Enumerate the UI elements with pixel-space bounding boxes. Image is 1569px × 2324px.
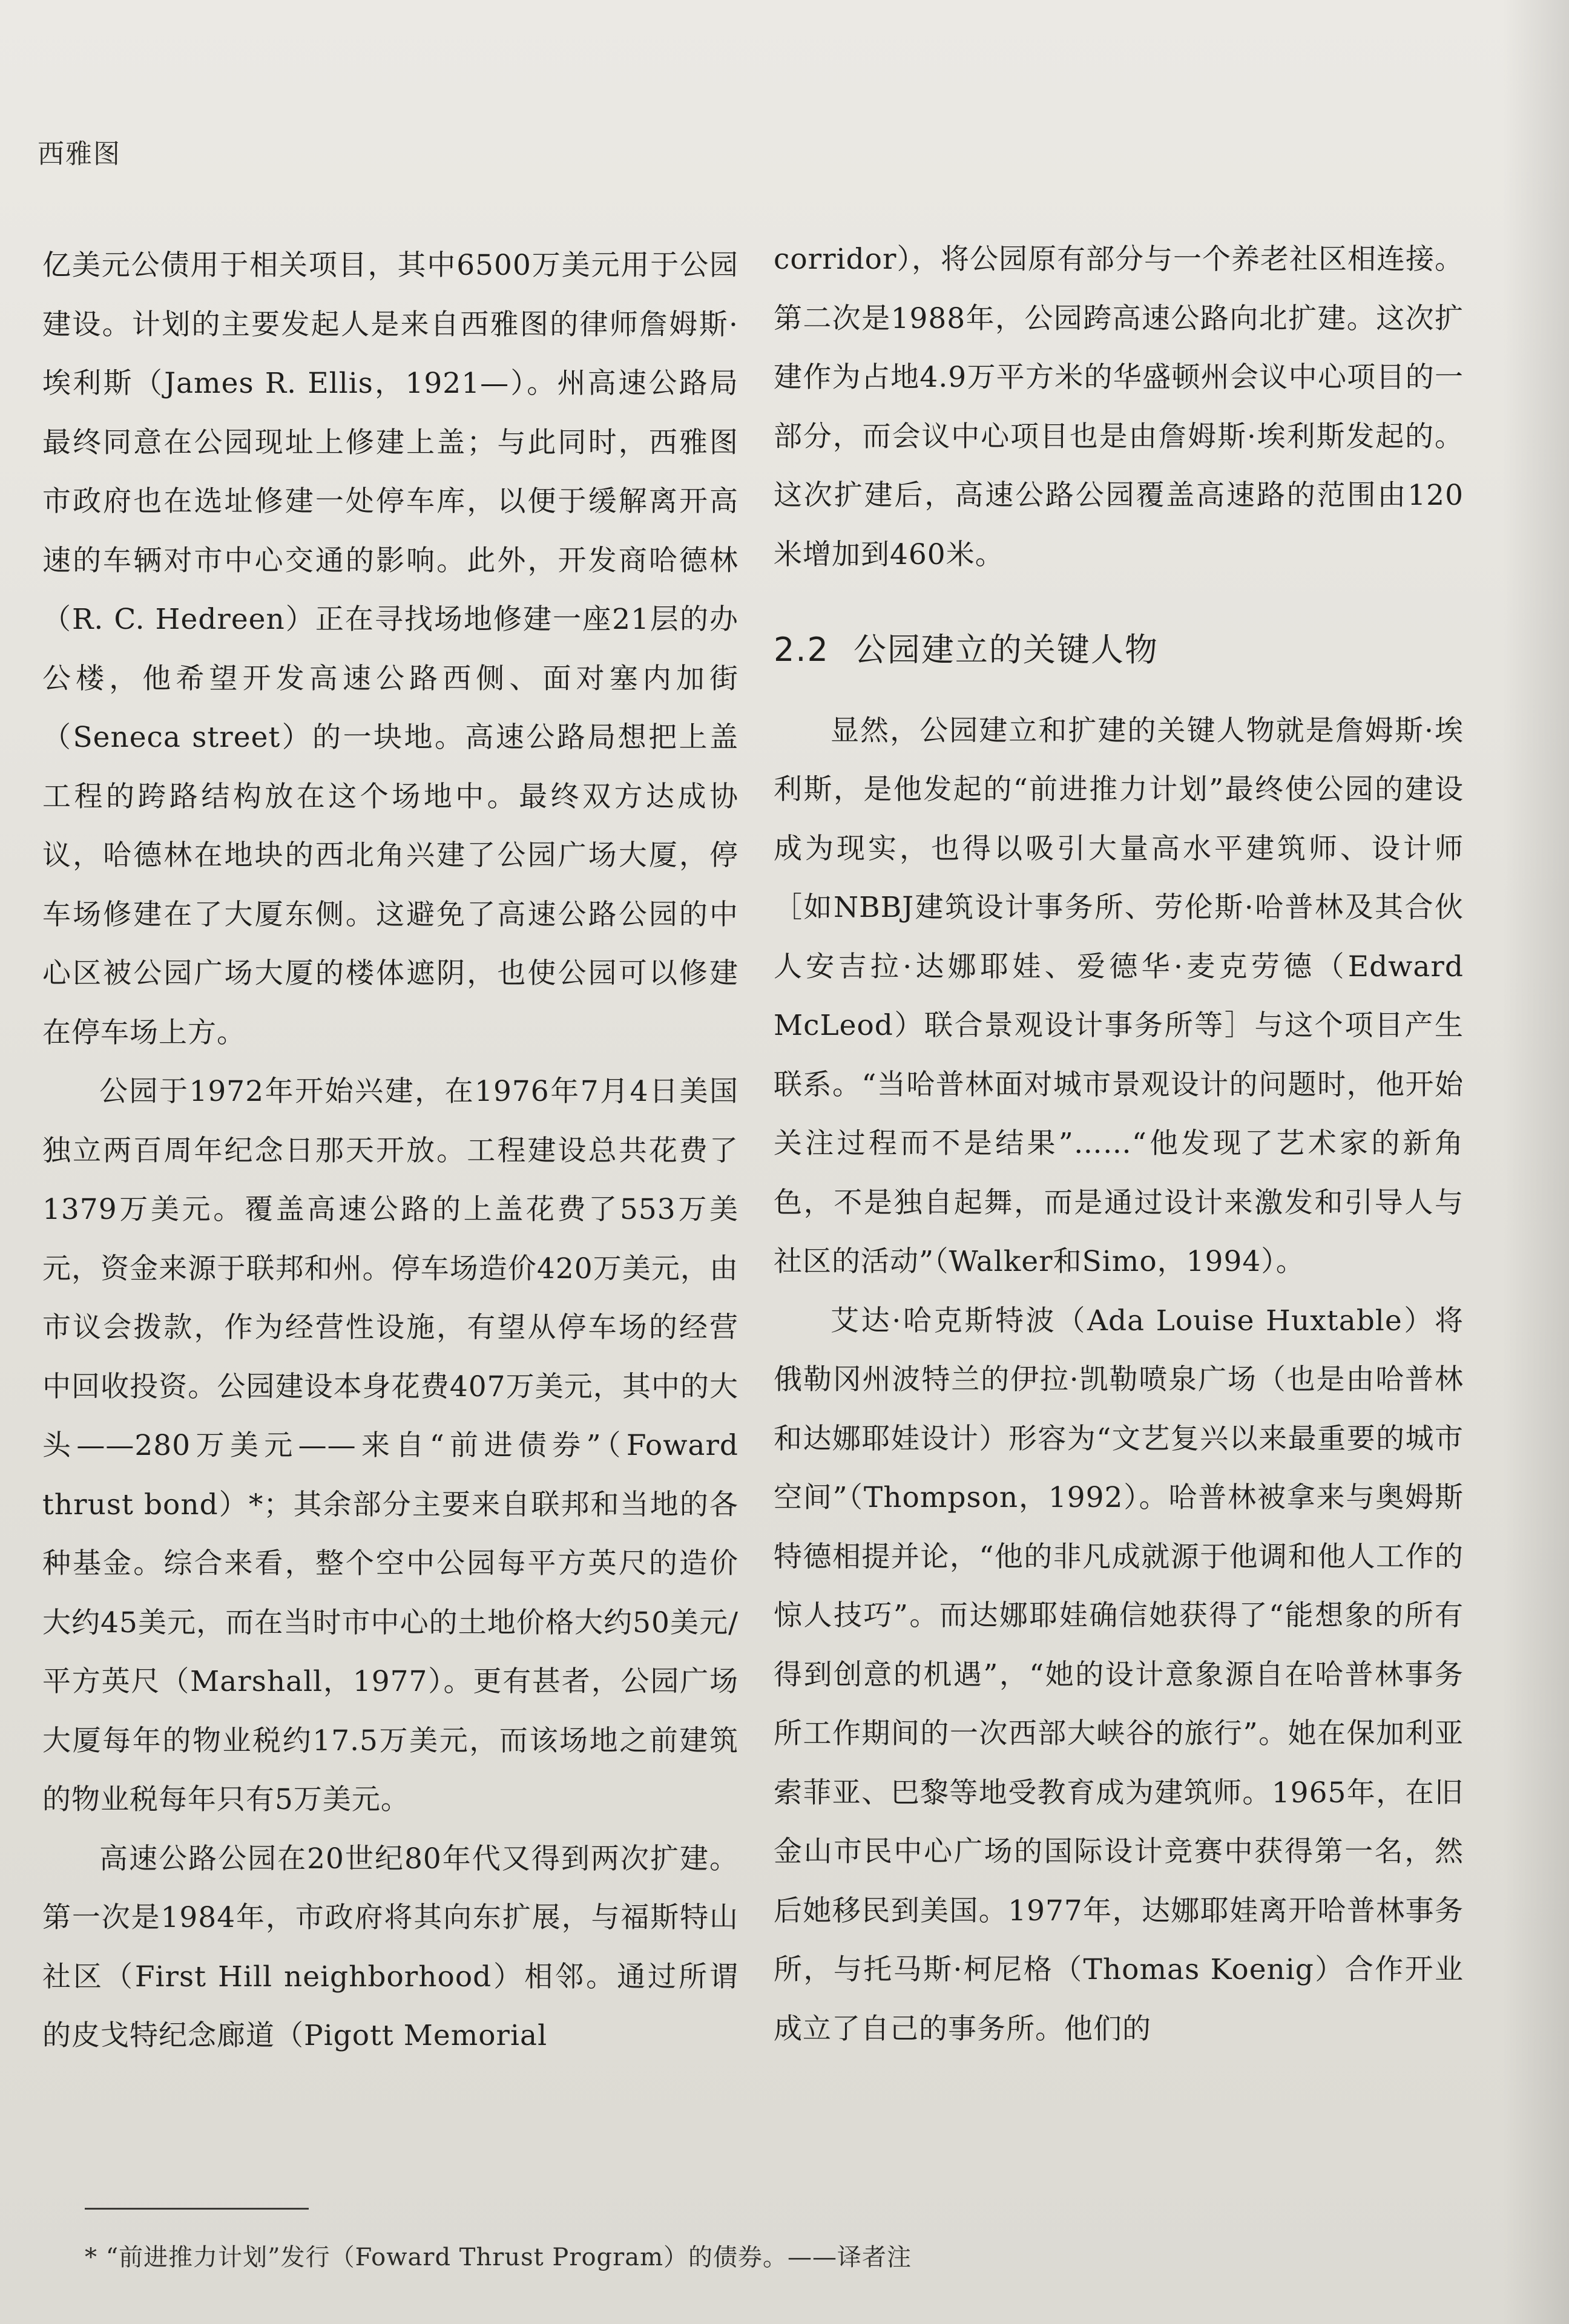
section-number: 2.2 [774, 631, 829, 669]
footnote: * “前进推力计划”发行（Foward Thrust Program）的债券。——译者注 [85, 2244, 912, 2271]
right-paragraph-1: corridor），将公园原有部分与一个养老社区相连接。第二次是1988年，公园跨高速公路向北扩建。这次扩建作为占地4.9万平方米的华盛顿州会议中心项目的一部分，而会议中心项目也是由詹姆斯·埃利斯发起的。这次扩建后，高速公路公园覆盖高速路的范围由120米增加到460米。 [774, 243, 1464, 571]
section-heading [774, 620, 1464, 680]
left-paragraph-2: 公园于1972年开始兴建，在1976年7月4日美国独立两百周年纪念日那天开放。工程建设总共花费了1379万美元。覆盖高速公路的上盖花费了553万美元，资金来源于联邦和州。停车场造价420万美元，由市议会拨款，作为经营性设施，有望从停车场的经营中回收投资。公园建设本身花费407万美元，其中的大头——280万美元——来自“前进债券”（Foward thrust bond）*；其余部分主要来自联邦和当地的各种基金。综合来看，整个空中公园每平方英尺的造价大约45美元，而在当时市中心的土地价格大约50美元/平方英尺（Marshall，1977）。更有甚者，公园广场大厦每年的物业税约17.5万美元，而该场地之前建筑的物业税每年只有5万美元。 [42, 1075, 738, 1816]
running-head: 西雅图 [38, 139, 121, 169]
section-title: 公园建立的关键人物 [853, 631, 1159, 669]
right-column [774, 230, 1464, 2058]
left-column [42, 236, 738, 2066]
left-paragraph-1: 亿美元公债用于相关项目，其中6500万美元用于公园建设。计划的主要发起人是来自西雅图的律师詹姆斯·埃利斯（James R. Ellis，1921—）。州高速公路局最终同意在公园现址上修建上盖；与此同时，西雅图市政府也在选址修建一处停车库，以便于缓解离开高速的车辆对市中心交通的影响。此外，开发商哈德林（R. C. Hedreen）正在寻找场地修建一座21层的办公楼，他希望开发高速公路西侧、面对塞内加街（Seneca street）的一块地。高速公路局想把上盖工程的跨路结构放在这个场地中。最终双方达成协议，哈德林在地块的西北角兴建了公园广场大厦，停车场修建在了大厦东侧。这避免了高速公路公园的中心区被公园广场大厦的楼体遮阴，也使公园可以修建在停车场上方。 [42, 249, 738, 1049]
right-paragraph-3: 艾达·哈克斯特波（Ada Louise Huxtable）将俄勒冈州波特兰的伊拉·凯勒喷泉广场（也是由哈普林和达娜耶娃设计）形容为“文艺复兴以来最重要的城市空间”（Thompson，1992）。哈普林被拿来与奥姆斯特德相提并论，“他的非凡成就源于他调和他人工作的惊人技巧”。而达娜耶娃确信她获得了“能想象的所有得到创意的机遇”，“她的设计意象源自在哈普林事务所工作期间的一次西部大峡谷的旅行”。她在保加利亚索菲亚、巴黎等地受教育成为建筑师。1965年，在旧金山市民中心广场的国际设计竞赛中获得第一名，然后她移民到美国。1977年，达娜耶娃离开哈普林事务所，与托马斯·柯尼格（Thomas Koenig）合作开业成立了自己的事务所。他们的 [774, 1304, 1464, 2046]
left-paragraph-3: 高速公路公园在20世纪80年代又得到两次扩建。第一次是1984年，市政府将其向东扩展，与福斯特山社区（First Hill neighborhood）相邻。通过所谓的皮戈特纪念廊道（Pigott Memorial [42, 1842, 738, 2052]
footnote-rule [85, 2208, 309, 2210]
right-paragraph-2: 显然，公园建立和扩建的关键人物就是詹姆斯·埃利斯，是他发起的“前进推力计划”最终使公园的建设成为现实，也得以吸引大量高水平建筑师、设计师［如NBBJ建筑设计事务所、劳伦斯·哈普林及其合伙人安吉拉·达娜耶娃、爱德华·麦克劳德（Edward McLeod）联合景观设计事务所等］与这个项目产生联系。“当哈普林面对城市景观设计的问题时，他开始关注过程而不是结果”……“他发现了艺术家的新角色，不是独自起舞，而是通过设计来激发和引导人与社区的活动”（Walker和Simo，1994）。 [774, 714, 1464, 1278]
